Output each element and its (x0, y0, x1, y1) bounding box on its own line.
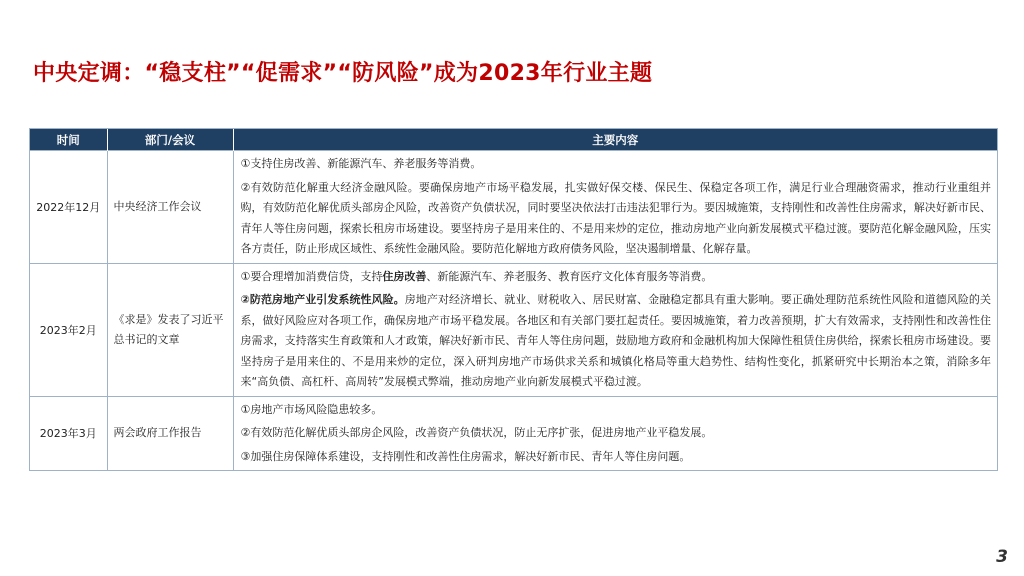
content-paragraph (241, 400, 992, 421)
cell-content (233, 151, 997, 264)
content-text: ①房地产市场风险隐患较多。 (240, 402, 383, 416)
content-text: 、新能源汽车、养老服务、教育医疗文化体育服务等消费。 (426, 269, 713, 283)
table-row (30, 151, 997, 264)
policy-table (29, 128, 998, 471)
cell-time: 2022年12月 (30, 151, 107, 264)
slide-title: 中央定调：“稳支柱”“促需求”“防风险”成为2023年行业主题 (33, 61, 653, 86)
table-body (30, 151, 997, 471)
cell-time: 2023年2月 (30, 263, 107, 396)
content-text: 房地产对经济增长、就业、财税收入、居民财富、金融稳定都具有重大影响。要正确处理防范系统性风险和道德风险的关系，做好风险应对各项工作，确保房地产市场平稳发展。各地区和有关部门要扛起责任。要因城施策，着力改善预期，扩大有效需求，支持刚性和改善性住房需求，支持落实生育政策和人才政策，解决好新市民、青年人等住房问题，鼓励地方政府和金融机构加大保障性租赁住房供给，探索长租房市场建设。要坚持房子是用来住的、不是用来炒的定位，深入研判房地产市场供求关系和城镇化格局等重大趋势性、结构性变化，抓紧研究中长期治本之策，消除多年来“高负债、高杠杆、高周转”发展模式弊端，推动房地产业向新发展模式平稳过渡。 (240, 293, 991, 388)
cell-content (233, 263, 997, 396)
header-dept: 部门/会议 (107, 129, 233, 151)
content-paragraph (241, 447, 992, 468)
content-text: ③加强住房保障体系建设，支持刚性和改善性住房需求，解决好新市民、青年人等住房问题。 (240, 449, 691, 463)
emphasis-text: 住房改善 (382, 269, 427, 283)
content-text: ②有效防范化解重大经济金融风险。要确保房地产市场平稳发展，扎实做好保交楼、保民生、保稳定各项工作，满足行业合理融资需求，推动行业重组并购，有效防范化解优质头部房企风险，改善资产负债状况，同时要坚决依法打击违法犯罪行为。要因城施策，支持刚性和改善性住房需求，解决好新市民、青年人等住房问题，探索长租房市场建设。要坚持房子是用来住的、不是用来炒的定位，推动房地产业向新发展模式平稳过渡。要防范化解金融风险，压实各方责任，防止形成区域性、系统性金融风险。要防范化解地方政府债务风险，坚决遏制增量、化解存量。 (240, 180, 991, 255)
cell-time: 2023年3月 (30, 396, 107, 470)
page-number: 3 (996, 547, 1008, 567)
header-content: 主要内容 (233, 129, 997, 151)
cell-dept: 《求是》发表了习近平总书记的文章 (107, 263, 233, 396)
content-text: ①要合理增加消费信贷，支持 (240, 269, 383, 283)
table-row (30, 396, 997, 470)
content-text: ①支持住房改善、新能源汽车、养老服务等消费。 (240, 157, 482, 170)
table-row (30, 263, 997, 396)
content-paragraph (241, 267, 992, 288)
content-paragraph (241, 290, 992, 393)
cell-dept: 两会政府工作报告 (107, 396, 233, 470)
content-text: ②有效防范化解优质头部房企风险，改善资产负债状况，防止无序扩张，促进房地产业平稳发展。 (240, 426, 713, 439)
content-paragraph (241, 154, 992, 175)
table-header-row (30, 129, 997, 151)
cell-content (233, 396, 997, 470)
emphasis-text: ②防范房地产业引发系统性风险。 (240, 293, 405, 306)
header-time: 时间 (30, 129, 107, 151)
cell-dept: 中央经济工作会议 (107, 151, 233, 264)
content-paragraph (241, 423, 992, 444)
content-paragraph (241, 178, 992, 260)
